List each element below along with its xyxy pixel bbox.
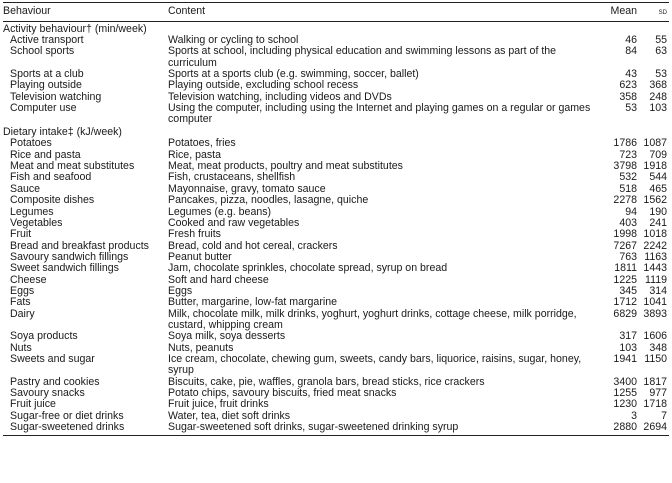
sd-cell: 190 (649, 205, 667, 218)
header-content: Content (168, 3, 606, 22)
behaviour-cell: Rice and pasta (10, 148, 81, 161)
behaviour-cell: Pastry and cookies (10, 375, 100, 388)
table-row (3, 195, 669, 206)
sd-cell: 248 (649, 90, 667, 103)
behaviour-cell: Playing outside (10, 79, 82, 92)
mean-cell: 1230 (613, 398, 637, 411)
mean-cell: 532 (619, 171, 637, 184)
sd-cell: 1443 (643, 262, 667, 275)
mean-cell: 1712 (613, 296, 637, 309)
table-row (3, 331, 669, 342)
behaviour-cell: Sugar-sweetened drinks (3, 422, 168, 436)
mean-cell: 2880 (606, 422, 639, 436)
table-row (3, 207, 669, 218)
mean-cell: 623 (619, 79, 637, 92)
sd-cell: 1163 (644, 250, 667, 263)
mean-cell: 7267 (613, 239, 637, 252)
behaviour-cell: Fish and seafood (10, 171, 92, 184)
content-cell: Fresh fruits (168, 228, 221, 241)
sd-cell: 1817 (643, 375, 667, 388)
header-mean: Mean (606, 3, 639, 22)
table-row (3, 229, 669, 240)
behaviour-cell: School sports (10, 45, 75, 58)
behaviour-cell: Sweets and sugar (10, 352, 95, 365)
content-cell: Cooked and raw vegetables (168, 216, 300, 229)
mean-cell: 6829 (613, 307, 637, 320)
sd-cell: 1718 (643, 398, 667, 411)
section-title: Dietary intake‡ (kJ/week) (3, 126, 122, 139)
mean-cell: 1225 (613, 273, 637, 286)
behaviour-cell: Active transport (10, 33, 84, 46)
content-cell: Ice cream, chocolate, chewing gum, sweets, candy bars, liquorice, raisins, sugar, honey, syrup (168, 352, 582, 377)
content-cell: Sugar-sweetened soft drinks, sugar-sweetened drinking syrup (168, 422, 606, 436)
table-row (3, 218, 669, 229)
content-cell: Water, tea, diet soft drinks (168, 409, 291, 422)
sd-cell: 3893 (643, 307, 667, 320)
content-cell: Biscuits, cake, pie, waffles, granola bars, bread sticks, rice crackers (168, 375, 485, 388)
section-header-row (3, 22, 669, 35)
behaviour-cell: Television watching (10, 90, 102, 103)
sd-cell: 63 (655, 45, 667, 58)
behaviour-cell: Nuts (10, 341, 32, 354)
behaviour-cell: Composite dishes (10, 194, 95, 207)
behaviour-cell: Sauce (10, 182, 41, 195)
section-title: Activity behaviour† (min/week) (3, 22, 147, 35)
table-row (3, 263, 669, 274)
table-row (3, 399, 669, 410)
table-row (3, 103, 669, 126)
mean-cell: 1811 (614, 262, 637, 275)
header-behaviour: Behaviour (3, 3, 168, 22)
mean-cell: 317 (619, 330, 637, 343)
mean-cell: 723 (619, 148, 637, 161)
mean-cell: 3400 (613, 375, 637, 388)
content-cell: Mayonnaise, gravy, tomato sauce (168, 182, 326, 195)
table-row (3, 275, 669, 286)
table-row (3, 297, 669, 308)
sd-cell: 1119 (645, 273, 667, 286)
table-header-row (3, 3, 669, 22)
table-row (3, 138, 669, 149)
behaviour-cell: Fruit (10, 228, 32, 241)
content-cell: Pancakes, pizza, noodles, lasagne, quiche (168, 194, 369, 207)
behaviour-cell: Bread and breakfast products (10, 239, 149, 252)
mean-cell: 43 (625, 67, 637, 80)
behaviour-cell: Computer use (10, 101, 77, 114)
behaviour-cell: Fruit juice (10, 398, 56, 411)
sd-cell: 977 (649, 387, 667, 399)
table-row (3, 46, 669, 69)
behaviour-cell: Savoury snacks (10, 387, 85, 399)
sd-cell: 2694 (639, 422, 669, 436)
behaviour-table (3, 2, 669, 436)
sd-cell: 53 (655, 67, 667, 80)
content-cell: Playing outside, excluding school recess (168, 79, 359, 92)
behaviour-cell: Legumes (10, 205, 54, 218)
sd-cell: 544 (649, 171, 667, 184)
mean-cell: 403 (619, 216, 637, 229)
section-header-row (3, 126, 669, 139)
content-cell: Peanut butter (168, 250, 232, 263)
behaviour-cell: Savoury sandwich fillings (10, 250, 129, 263)
sd-cell: 314 (649, 284, 667, 297)
content-cell: Walking or cycling to school (168, 33, 299, 46)
content-cell: Fish, crustaceans, shellfish (168, 171, 296, 184)
behaviour-cell: Sweet sandwich fillings (10, 262, 119, 275)
sd-cell: 103 (649, 101, 667, 114)
mean-cell: 1255 (613, 387, 637, 399)
content-cell: Television watching, including videos and DVDs (168, 90, 392, 103)
behaviour-cell: Soya products (10, 330, 78, 343)
table-row (3, 354, 669, 377)
mean-cell: 53 (625, 101, 637, 114)
content-cell: Soft and hard cheese (168, 273, 269, 286)
behaviour-cell: Sugar-free or diet drinks (10, 409, 124, 422)
sd-cell: 1150 (644, 352, 667, 365)
mean-cell: 3798 (613, 160, 637, 173)
content-cell: Sports at school, including physical education and swimming lessons as part of the curriculum (168, 45, 557, 69)
table-row (3, 172, 669, 183)
content-cell: Rice, pasta (168, 148, 221, 161)
header-sd: sd (639, 3, 669, 22)
content-cell: Potato chips, savoury biscuits, fried meat snacks (168, 387, 397, 399)
sd-cell: 1018 (643, 228, 667, 241)
mean-cell: 103 (619, 341, 637, 354)
sd-cell: 1562 (643, 194, 667, 207)
table-row (3, 80, 669, 91)
sd-cell: 1041 (643, 296, 667, 309)
behaviour-cell: Dairy (10, 307, 35, 320)
mean-cell: 763 (619, 250, 637, 263)
table-row (3, 309, 669, 332)
table-row (3, 422, 669, 436)
mean-cell: 1941 (613, 352, 637, 365)
mean-cell: 518 (619, 182, 637, 195)
table-body (3, 22, 669, 436)
behaviour-cell: Vegetables (10, 216, 63, 229)
sd-cell: 2242 (643, 239, 667, 252)
table-row (3, 161, 669, 172)
mean-cell: 1786 (613, 137, 637, 150)
mean-cell: 1998 (613, 228, 637, 241)
content-cell: Legumes (e.g. beans) (168, 205, 272, 218)
behaviour-cell: Eggs (10, 284, 35, 297)
content-cell: Nuts, peanuts (168, 341, 234, 354)
content-cell: Sports at a sports club (e.g. swimming, soccer, ballet) (168, 67, 419, 80)
sd-cell: 1087 (643, 137, 667, 150)
sd-cell: 709 (649, 148, 667, 161)
behaviour-cell: Sports at a club (10, 67, 84, 80)
behaviour-cell: Cheese (10, 273, 47, 286)
mean-cell: 2278 (613, 194, 637, 207)
sd-cell: 368 (649, 79, 667, 92)
table-row (3, 388, 669, 399)
content-cell: Using the computer, including using the Internet and playing games on a regular or games computer (168, 101, 591, 126)
mean-cell: 358 (619, 90, 637, 103)
content-cell: Butter, margarine, low-fat margarine (168, 296, 337, 309)
content-cell: Meat, meat products, poultry and meat substitutes (168, 160, 403, 173)
sd-cell: 241 (649, 216, 667, 229)
content-cell: Soya milk, soya desserts (168, 330, 286, 343)
content-cell: Potatoes, fries (168, 137, 236, 150)
behaviour-cell: Meat and meat substitutes (10, 160, 135, 173)
content-cell: Fruit juice, fruit drinks (168, 398, 269, 411)
sd-cell: 1918 (643, 160, 667, 173)
mean-cell: 3 (631, 409, 637, 422)
sd-cell: 348 (649, 341, 667, 354)
mean-cell: 345 (619, 284, 637, 297)
content-cell: Bread, cold and hot cereal, crackers (168, 239, 338, 252)
content-cell: Milk, chocolate milk, milk drinks, yoghurt, yoghurt drinks, cottage cheese, milk porridge, custard, whipping cream (168, 307, 577, 331)
content-cell: Eggs (168, 284, 193, 297)
behaviour-cell: Fats (10, 296, 31, 309)
sd-cell: 465 (649, 182, 667, 195)
sd-cell: 7 (661, 409, 667, 422)
mean-cell: 94 (625, 205, 637, 218)
content-cell: Jam, chocolate sprinkles, chocolate spread, syrup on bread (168, 262, 448, 275)
behaviour-cell: Potatoes (10, 137, 52, 150)
sd-cell: 1606 (643, 330, 667, 343)
mean-cell: 84 (625, 45, 637, 58)
sd-cell: 55 (655, 33, 667, 46)
mean-cell: 46 (625, 33, 637, 46)
